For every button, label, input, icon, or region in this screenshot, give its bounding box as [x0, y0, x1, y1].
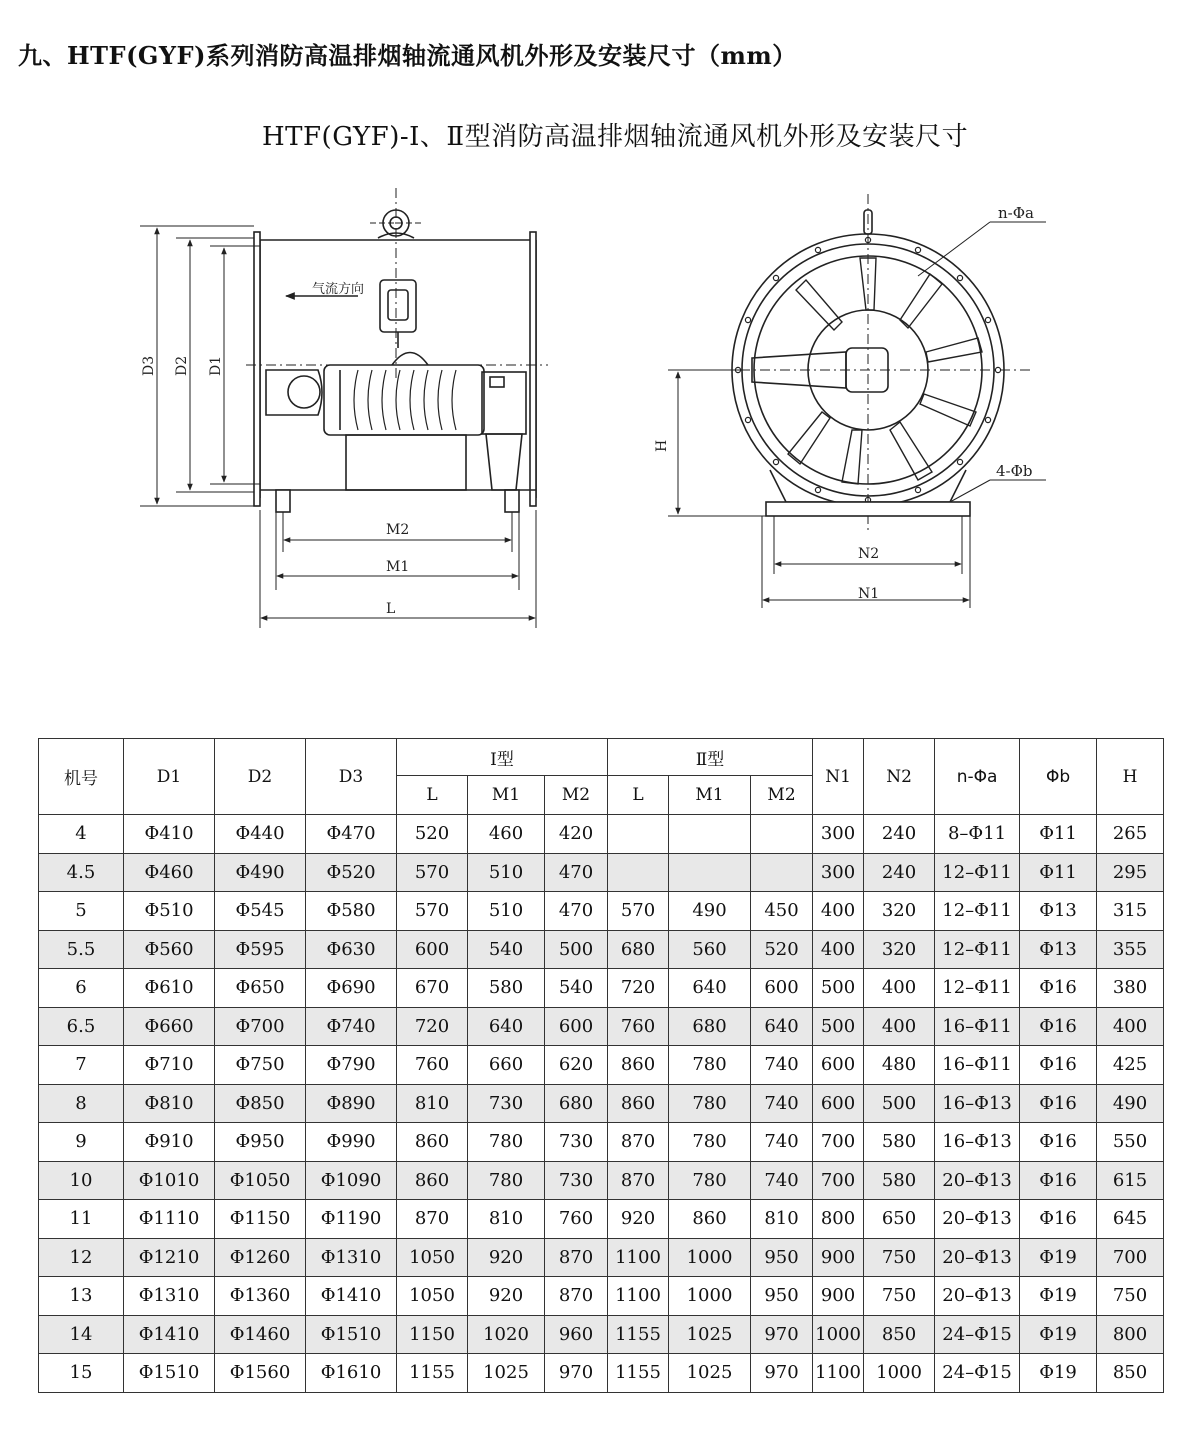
cell-d2: Φ595	[215, 930, 306, 969]
cell-h: 800	[1097, 1315, 1164, 1354]
cell-no: 5.5	[39, 930, 124, 969]
dimension-table	[38, 738, 1164, 1393]
cell-type1-m2: 680	[545, 1084, 608, 1123]
cell-n2: 650	[864, 1200, 935, 1239]
cell-b: Φ16	[1020, 1046, 1097, 1085]
cell-type1-m2: 730	[545, 1123, 608, 1162]
cell-type1-m2: 500	[545, 930, 608, 969]
cell-type1-l: 860	[397, 1161, 468, 1200]
table-row	[39, 1007, 1164, 1046]
cell-type1-m1: 920	[468, 1238, 545, 1277]
cell-d3: Φ580	[306, 892, 397, 931]
table-body	[39, 815, 1164, 1393]
header-n1: N1	[813, 739, 864, 815]
cell-type1-l: 670	[397, 969, 468, 1008]
cell-b: Φ13	[1020, 930, 1097, 969]
cell-type2-m1: 560	[669, 930, 751, 969]
table-row	[39, 1046, 1164, 1085]
cell-n2: 500	[864, 1084, 935, 1123]
cell-type2-l: 1155	[608, 1354, 669, 1393]
header-d3: D3	[306, 739, 397, 815]
cell-d2: Φ545	[215, 892, 306, 931]
cell-type2-m2: 740	[751, 1123, 813, 1162]
cell-type1-m2: 540	[545, 969, 608, 1008]
cell-type2-m2: 810	[751, 1200, 813, 1239]
cell-type2-l	[608, 853, 669, 892]
cell-type1-m2: 470	[545, 892, 608, 931]
cell-type2-l: 760	[608, 1007, 669, 1046]
table-row	[39, 1238, 1164, 1277]
cell-d1: Φ1310	[124, 1277, 215, 1316]
cell-type1-m2: 470	[545, 853, 608, 892]
cell-d3: Φ740	[306, 1007, 397, 1046]
cell-type2-m1	[669, 815, 751, 854]
cell-type2-l	[608, 815, 669, 854]
cell-type1-m1: 730	[468, 1084, 545, 1123]
dim-label-d2: D2	[174, 355, 190, 376]
cell-n2: 1000	[864, 1354, 935, 1393]
cell-b: Φ16	[1020, 1123, 1097, 1162]
cell-type1-l: 570	[397, 892, 468, 931]
header-d2: D2	[215, 739, 306, 815]
cell-na: 16–Φ13	[935, 1123, 1020, 1162]
cell-type2-m1: 1000	[669, 1238, 751, 1277]
cell-type1-m1: 540	[468, 930, 545, 969]
cell-d2: Φ850	[215, 1084, 306, 1123]
cell-n2: 400	[864, 1007, 935, 1046]
cell-h: 425	[1097, 1046, 1164, 1085]
cell-type2-l: 1100	[608, 1277, 669, 1316]
cell-type2-m1: 780	[669, 1084, 751, 1123]
header-na: n-Φa	[935, 739, 1020, 815]
cell-b: Φ16	[1020, 1161, 1097, 1200]
table-row	[39, 815, 1164, 854]
airflow-label: 气流方向	[312, 282, 365, 297]
cell-no: 9	[39, 1123, 124, 1162]
cell-type2-m2: 740	[751, 1084, 813, 1123]
header-type2-l: L	[608, 776, 669, 815]
cell-type1-l: 810	[397, 1084, 468, 1123]
cell-na: 20–Φ13	[935, 1238, 1020, 1277]
cell-type1-l: 720	[397, 1007, 468, 1046]
cell-type1-m1: 640	[468, 1007, 545, 1046]
cell-d2: Φ1050	[215, 1161, 306, 1200]
holes-b-label: 4-Φb	[996, 462, 1033, 480]
cell-d1: Φ610	[124, 969, 215, 1008]
cell-type2-m2: 640	[751, 1007, 813, 1046]
page-title: 九、HTF(GYF)系列消防高温排烟轴流通风机外形及安装尺寸（mm）	[18, 41, 797, 70]
cell-type2-m1: 640	[669, 969, 751, 1008]
cell-no: 7	[39, 1046, 124, 1085]
table-row	[39, 1315, 1164, 1354]
cell-type2-l: 870	[608, 1123, 669, 1162]
cell-type2-m2: 950	[751, 1238, 813, 1277]
cell-h: 645	[1097, 1200, 1164, 1239]
cell-h: 490	[1097, 1084, 1164, 1123]
cell-d2: Φ750	[215, 1046, 306, 1085]
cell-d2: Φ1360	[215, 1277, 306, 1316]
cell-b: Φ11	[1020, 815, 1097, 854]
side-view	[140, 188, 548, 628]
header-n2: N2	[864, 739, 935, 815]
cell-type1-m1: 460	[468, 815, 545, 854]
cell-d2: Φ1460	[215, 1315, 306, 1354]
cell-type1-m2: 960	[545, 1315, 608, 1354]
cell-d3: Φ690	[306, 969, 397, 1008]
table-row	[39, 1084, 1164, 1123]
cell-d2: Φ1150	[215, 1200, 306, 1239]
cell-no: 5	[39, 892, 124, 931]
cell-na: 16–Φ11	[935, 1007, 1020, 1046]
header-h: H	[1097, 739, 1164, 815]
cell-n2: 750	[864, 1277, 935, 1316]
cell-n1: 500	[813, 969, 864, 1008]
table-row	[39, 1200, 1164, 1239]
cell-type1-m2: 620	[545, 1046, 608, 1085]
cell-no: 6.5	[39, 1007, 124, 1046]
cell-type2-m1: 780	[669, 1123, 751, 1162]
holes-a-label: n-Φa	[998, 204, 1034, 222]
cell-n2: 320	[864, 930, 935, 969]
cell-n1: 1000	[813, 1315, 864, 1354]
cell-na: 20–Φ13	[935, 1161, 1020, 1200]
cell-type2-m2: 520	[751, 930, 813, 969]
cell-type1-m1: 780	[468, 1161, 545, 1200]
dim-label-d1: D1	[208, 355, 224, 376]
cell-no: 8	[39, 1084, 124, 1123]
cell-type2-l: 870	[608, 1161, 669, 1200]
cell-d2: Φ440	[215, 815, 306, 854]
cell-n2: 240	[864, 815, 935, 854]
cell-n2: 750	[864, 1238, 935, 1277]
table-row	[39, 930, 1164, 969]
cell-type2-m1: 780	[669, 1161, 751, 1200]
cell-type1-l: 760	[397, 1046, 468, 1085]
cell-na: 20–Φ13	[935, 1277, 1020, 1316]
cell-type1-m1: 780	[468, 1123, 545, 1162]
cell-n2: 240	[864, 853, 935, 892]
cell-na: 24–Φ15	[935, 1315, 1020, 1354]
cell-type1-m1: 1025	[468, 1354, 545, 1393]
cell-type2-m2	[751, 853, 813, 892]
cell-type2-l: 720	[608, 969, 669, 1008]
cell-b: Φ11	[1020, 853, 1097, 892]
cell-type1-m1: 810	[468, 1200, 545, 1239]
cell-n1: 600	[813, 1046, 864, 1085]
cell-n1: 900	[813, 1277, 864, 1316]
cell-b: Φ19	[1020, 1315, 1097, 1354]
cell-type2-m1: 490	[669, 892, 751, 931]
cell-n2: 850	[864, 1315, 935, 1354]
cell-type2-l: 1155	[608, 1315, 669, 1354]
cell-h: 315	[1097, 892, 1164, 931]
table-row	[39, 1354, 1164, 1393]
cell-type1-m1: 660	[468, 1046, 545, 1085]
cell-type1-m2: 730	[545, 1161, 608, 1200]
table-row	[39, 1277, 1164, 1316]
cell-n1: 700	[813, 1161, 864, 1200]
cell-b: Φ19	[1020, 1277, 1097, 1316]
cell-type2-m2: 970	[751, 1354, 813, 1393]
cell-b: Φ19	[1020, 1354, 1097, 1393]
cell-type2-m1: 860	[669, 1200, 751, 1239]
cell-na: 12–Φ11	[935, 853, 1020, 892]
cell-b: Φ16	[1020, 1007, 1097, 1046]
cell-type1-m2: 870	[545, 1277, 608, 1316]
cell-type2-m2: 970	[751, 1315, 813, 1354]
cell-no: 11	[39, 1200, 124, 1239]
cell-d3: Φ1090	[306, 1161, 397, 1200]
cell-type1-m2: 870	[545, 1238, 608, 1277]
cell-n1: 800	[813, 1200, 864, 1239]
cell-na: 16–Φ13	[935, 1084, 1020, 1123]
cell-type2-m1: 1025	[669, 1354, 751, 1393]
header-d1: D1	[124, 739, 215, 815]
cell-type2-l: 920	[608, 1200, 669, 1239]
table-row	[39, 1161, 1164, 1200]
cell-type1-m1: 1020	[468, 1315, 545, 1354]
cell-d3: Φ630	[306, 930, 397, 969]
cell-na: 16–Φ11	[935, 1046, 1020, 1085]
cell-na: 20–Φ13	[935, 1200, 1020, 1239]
cell-d1: Φ710	[124, 1046, 215, 1085]
cell-h: 295	[1097, 853, 1164, 892]
cell-type2-l: 570	[608, 892, 669, 931]
cell-h: 400	[1097, 1007, 1164, 1046]
cell-d2: Φ1560	[215, 1354, 306, 1393]
cell-h: 700	[1097, 1238, 1164, 1277]
cell-b: Φ19	[1020, 1238, 1097, 1277]
cell-d1: Φ810	[124, 1084, 215, 1123]
cell-n2: 580	[864, 1161, 935, 1200]
cell-b: Φ16	[1020, 1200, 1097, 1239]
cell-d3: Φ1310	[306, 1238, 397, 1277]
cell-type2-m1: 680	[669, 1007, 751, 1046]
cell-h: 550	[1097, 1123, 1164, 1162]
cell-n2: 480	[864, 1046, 935, 1085]
cell-n1: 700	[813, 1123, 864, 1162]
drawing-subtitle: HTF(GYF)-Ⅰ、Ⅱ型消防高温排烟轴流通风机外形及安装尺寸	[262, 122, 969, 152]
cell-type2-m2: 950	[751, 1277, 813, 1316]
cell-d3: Φ790	[306, 1046, 397, 1085]
cell-d2: Φ1260	[215, 1238, 306, 1277]
cell-type2-m2: 450	[751, 892, 813, 931]
cell-h: 265	[1097, 815, 1164, 854]
cell-d3: Φ470	[306, 815, 397, 854]
cell-no: 6	[39, 969, 124, 1008]
cell-d1: Φ510	[124, 892, 215, 931]
header-type1: Ⅰ型	[397, 739, 608, 776]
cell-no: 4.5	[39, 853, 124, 892]
cell-d3: Φ520	[306, 853, 397, 892]
cell-type1-l: 520	[397, 815, 468, 854]
cell-n1: 500	[813, 1007, 864, 1046]
cell-d3: Φ1410	[306, 1277, 397, 1316]
cell-type2-m1: 1000	[669, 1277, 751, 1316]
dim-label-d3: D3	[141, 355, 157, 376]
cell-no: 4	[39, 815, 124, 854]
cell-na: 24–Φ15	[935, 1354, 1020, 1393]
cell-type2-m1	[669, 853, 751, 892]
cell-type1-l: 600	[397, 930, 468, 969]
cell-h: 615	[1097, 1161, 1164, 1200]
cell-no: 14	[39, 1315, 124, 1354]
cell-type1-m2: 600	[545, 1007, 608, 1046]
dim-label-n2: N2	[858, 546, 880, 562]
cell-type1-m1: 510	[468, 892, 545, 931]
cell-type2-l: 680	[608, 930, 669, 969]
cell-type1-l: 1050	[397, 1238, 468, 1277]
cell-type1-l: 1155	[397, 1354, 468, 1393]
cell-d1: Φ1510	[124, 1354, 215, 1393]
cell-type1-l: 1050	[397, 1277, 468, 1316]
cell-d1: Φ1010	[124, 1161, 215, 1200]
cell-n1: 900	[813, 1238, 864, 1277]
table-row	[39, 853, 1164, 892]
cell-n1: 600	[813, 1084, 864, 1123]
cell-d1: Φ410	[124, 815, 215, 854]
cell-n1: 300	[813, 815, 864, 854]
cell-type2-l: 860	[608, 1084, 669, 1123]
cell-d1: Φ910	[124, 1123, 215, 1162]
cell-d2: Φ490	[215, 853, 306, 892]
cell-no: 13	[39, 1277, 124, 1316]
dim-label-h: H	[654, 439, 670, 452]
header-type2-m2: M2	[751, 776, 813, 815]
cell-no: 12	[39, 1238, 124, 1277]
cell-type2-m2: 740	[751, 1161, 813, 1200]
cell-d1: Φ1410	[124, 1315, 215, 1354]
cell-n1: 400	[813, 892, 864, 931]
cell-d3: Φ1190	[306, 1200, 397, 1239]
header-type1-l: L	[397, 776, 468, 815]
dim-label-n1: N1	[858, 586, 880, 602]
front-view	[668, 194, 1046, 608]
cell-type1-l: 870	[397, 1200, 468, 1239]
cell-d2: Φ650	[215, 969, 306, 1008]
dim-label-m1: M1	[386, 559, 410, 575]
cell-type2-m1: 1025	[669, 1315, 751, 1354]
cell-d2: Φ700	[215, 1007, 306, 1046]
cell-type2-m2: 600	[751, 969, 813, 1008]
dim-label-m2: M2	[386, 522, 410, 538]
cell-d3: Φ990	[306, 1123, 397, 1162]
cell-type1-m2: 970	[545, 1354, 608, 1393]
cell-b: Φ16	[1020, 1084, 1097, 1123]
cell-type1-l: 860	[397, 1123, 468, 1162]
cell-type2-l: 1100	[608, 1238, 669, 1277]
cell-h: 355	[1097, 930, 1164, 969]
cell-d1: Φ1210	[124, 1238, 215, 1277]
cell-d1: Φ460	[124, 853, 215, 892]
cell-b: Φ16	[1020, 969, 1097, 1008]
cell-na: 12–Φ11	[935, 892, 1020, 931]
cell-type1-m2: 420	[545, 815, 608, 854]
cell-type1-m1: 920	[468, 1277, 545, 1316]
cell-na: 8–Φ11	[935, 815, 1020, 854]
cell-n2: 320	[864, 892, 935, 931]
cell-d3: Φ890	[306, 1084, 397, 1123]
header-type1-m1: M1	[468, 776, 545, 815]
cell-h: 850	[1097, 1354, 1164, 1393]
cell-type1-m1: 580	[468, 969, 545, 1008]
cell-n1: 1100	[813, 1354, 864, 1393]
cell-d3: Φ1610	[306, 1354, 397, 1393]
cell-na: 12–Φ11	[935, 969, 1020, 1008]
cell-n1: 300	[813, 853, 864, 892]
header-type1-m2: M2	[545, 776, 608, 815]
cell-type2-l: 860	[608, 1046, 669, 1085]
dim-label-l: L	[386, 601, 396, 617]
cell-type2-m2: 740	[751, 1046, 813, 1085]
table-row	[39, 892, 1164, 931]
cell-d1: Φ660	[124, 1007, 215, 1046]
header-no: 机号	[39, 739, 124, 815]
cell-no: 10	[39, 1161, 124, 1200]
cell-type1-l: 1150	[397, 1315, 468, 1354]
cell-no: 15	[39, 1354, 124, 1393]
header-type2: Ⅱ型	[608, 739, 813, 776]
cell-type2-m1: 780	[669, 1046, 751, 1085]
cell-b: Φ13	[1020, 892, 1097, 931]
cell-na: 12–Φ11	[935, 930, 1020, 969]
cell-d3: Φ1510	[306, 1315, 397, 1354]
table-row	[39, 969, 1164, 1008]
cell-d1: Φ560	[124, 930, 215, 969]
cell-d1: Φ1110	[124, 1200, 215, 1239]
cell-h: 750	[1097, 1277, 1164, 1316]
cell-n2: 580	[864, 1123, 935, 1162]
header-type2-m1: M1	[669, 776, 751, 815]
cell-type1-m2: 760	[545, 1200, 608, 1239]
cell-h: 380	[1097, 969, 1164, 1008]
cell-type1-l: 570	[397, 853, 468, 892]
cell-n1: 400	[813, 930, 864, 969]
cell-type2-m2	[751, 815, 813, 854]
cell-d2: Φ950	[215, 1123, 306, 1162]
cell-n2: 400	[864, 969, 935, 1008]
header-b: Φb	[1020, 739, 1097, 815]
cell-type1-m1: 510	[468, 853, 545, 892]
table-row	[39, 1123, 1164, 1162]
fan-dimension-drawing	[0, 180, 1200, 660]
